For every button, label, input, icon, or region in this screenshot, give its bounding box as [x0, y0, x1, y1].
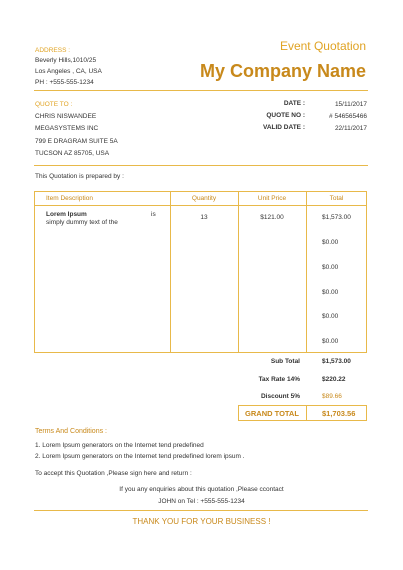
quote-no-label: QUOTE NO : — [266, 112, 305, 119]
client-company: MEGASYSTEMS INC — [35, 125, 99, 132]
quote-no-value: # 546565466 — [329, 113, 367, 120]
header-unit-price: Unit Price — [257, 195, 287, 202]
header-item-description: Item Description — [46, 195, 93, 202]
subtotal-value: $1,573.00 — [322, 358, 351, 365]
item-total: $1,573.00 — [322, 214, 351, 221]
item-desc-word: is — [151, 211, 156, 218]
terms-item-1: 1. Lorem Ipsum generators on the Internet tend predefined — [35, 442, 204, 449]
thank-you-message: THANK YOU FOR YOUR BUSINESS ! — [132, 517, 271, 526]
subtotal-label: Sub Total — [270, 358, 300, 365]
terms-title: Terms And Conditions : — [35, 428, 107, 435]
quote-to-label: QUOTE TO : — [35, 101, 73, 108]
discount-value: $89.66 — [322, 393, 342, 400]
tax-value: $220.22 — [322, 376, 346, 383]
header-divider — [34, 90, 368, 91]
prepared-by: This Quotation is prepared by : — [35, 173, 124, 180]
client-city: TUCSON AZ 85705, USA — [35, 150, 110, 157]
grand-total-value: $1,703.56 — [322, 409, 356, 418]
row-total: $0.00 — [322, 313, 339, 320]
contact-line-1: If you any enquiries about this quotation ,Please ccontact — [119, 486, 284, 493]
header-total: Total — [329, 195, 344, 202]
row-total: $0.00 — [322, 239, 339, 246]
item-desc-text: simply dummy text of the — [46, 219, 118, 226]
row-total: $0.00 — [322, 338, 339, 345]
discount-label: Discount 5% — [260, 393, 300, 400]
terms-item-2: 2. Lorem Ipsum generators on the Internet tend predefined lorem ipsum . — [35, 453, 245, 460]
address-line-1: Beverly Hills,1010/25 — [35, 57, 97, 64]
header-quantity: Quantity — [191, 195, 217, 202]
grand-total-divider — [306, 405, 307, 421]
col-divider-3 — [306, 191, 307, 353]
tax-label: Tax Rate 14% — [258, 376, 300, 383]
address-phone: PH : +555-555-1234 — [35, 79, 94, 86]
grand-total-label: GRAND TOTAL — [245, 409, 299, 418]
item-unit-price: $121.00 — [260, 214, 284, 221]
client-name: CHRIS NISWANDEE — [35, 113, 97, 120]
item-desc-title: Lorem Ipsum — [46, 211, 87, 218]
item-quantity: 13 — [200, 214, 208, 221]
valid-date-label: VALID DATE : — [262, 124, 305, 131]
document-subtitle: Event Quotation — [279, 39, 366, 53]
row-total: $0.00 — [322, 264, 339, 271]
valid-date-value: 22/11/2017 — [334, 125, 367, 132]
address-label: ADDRESS : — [35, 47, 71, 54]
date-value: 15/11/2017 — [334, 101, 367, 108]
row-total: $0.00 — [322, 289, 339, 296]
company-name: My Company Name — [199, 61, 366, 81]
table-header-divider — [34, 205, 367, 206]
contact-line-2: JOHN on Tel : +555-555-1234 — [158, 498, 245, 505]
client-street: 799 E DRAGRAM SUITE 5A — [35, 138, 118, 145]
address-line-2: Los Angeles , CA, USA — [35, 68, 102, 75]
date-label: DATE : — [283, 100, 305, 107]
footer-divider — [34, 510, 368, 511]
client-divider — [34, 165, 368, 166]
accept-instruction: To accept this Quotation ,Please sign here and return : — [35, 470, 192, 477]
